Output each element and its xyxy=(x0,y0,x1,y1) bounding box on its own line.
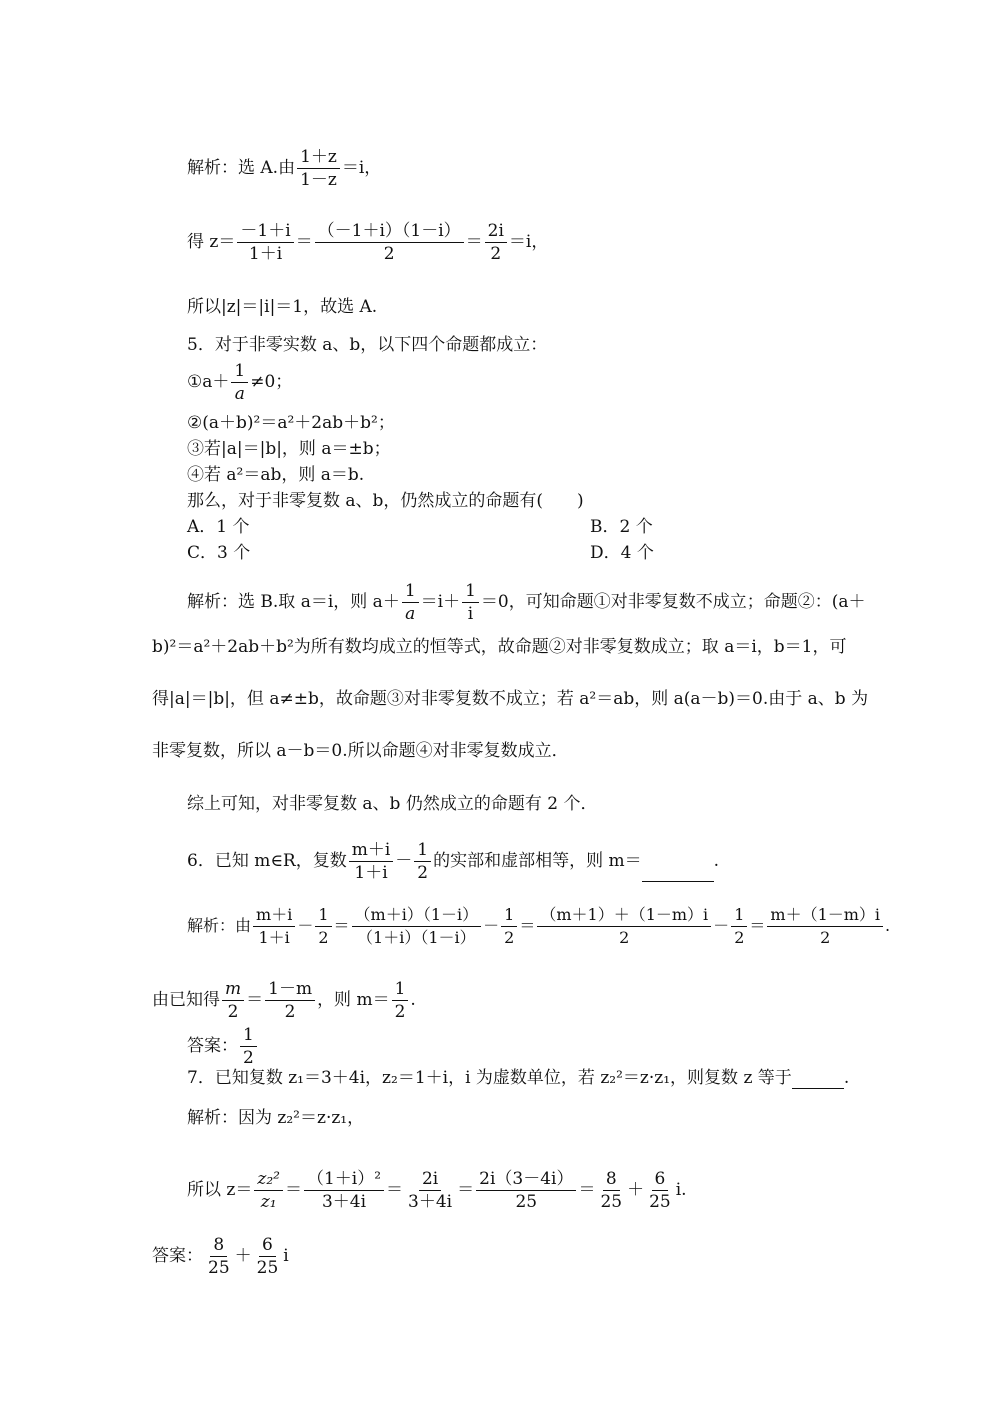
text: 的实部和虚部相等，则 m＝ xyxy=(433,851,642,871)
numerator: 1 xyxy=(414,841,431,862)
denominator: 2 xyxy=(318,928,329,947)
q5-option-d: D．4 个 xyxy=(590,543,654,563)
denominator: 2 xyxy=(820,928,831,947)
q5-prop-2: ②(a＋b)²＝a²＋2ab＋b²； xyxy=(187,413,395,433)
sol4-label: 解析：选 A.由 xyxy=(187,158,296,178)
fraction xyxy=(297,148,340,189)
denominator: z₁ xyxy=(260,1192,277,1212)
numerator: 1－m xyxy=(265,980,315,1001)
denominator: （1＋i）（1－i） xyxy=(357,928,476,947)
denominator: 2 xyxy=(504,928,515,947)
fraction xyxy=(222,980,244,1021)
q7-solution-line1: 解析：因为 z₂²＝z·z₁， xyxy=(187,1108,365,1128)
text: ＝ xyxy=(465,232,483,252)
answer-label: 答案： xyxy=(187,1036,238,1056)
numerator: 2i（3－4i） xyxy=(476,1170,576,1191)
denominator: 2 xyxy=(284,1002,296,1022)
answer-blank xyxy=(792,1072,844,1089)
text: 由已知得 xyxy=(152,990,220,1010)
numerator: 1 xyxy=(501,906,517,927)
text: ＝ xyxy=(519,916,536,935)
numerator: （m＋1）＋（1－m）i xyxy=(537,906,711,927)
numerator: －1＋i xyxy=(237,222,293,243)
fraction xyxy=(349,841,394,882)
text: 解析：由 xyxy=(187,916,252,935)
fraction xyxy=(205,1236,233,1277)
text: ≠0； xyxy=(250,372,293,392)
fraction xyxy=(237,222,293,263)
denominator: 2 xyxy=(394,1002,406,1022)
fraction xyxy=(240,1026,257,1067)
denominator: i xyxy=(467,604,474,624)
fraction xyxy=(476,1170,576,1211)
q5-option-c: C．3 个 xyxy=(187,543,251,563)
q5-solution-line3: 得|a|＝|b|，但 a≠±b，故命题③对非零复数不成立；若 a²＝ab，则 a(a－b)＝0.由于 a、b 为 xyxy=(152,689,869,709)
text: 所以 z＝ xyxy=(187,1180,253,1200)
text: . xyxy=(843,1068,850,1088)
text: . xyxy=(885,916,891,935)
sol4-line1 xyxy=(187,148,381,189)
q7-stem xyxy=(187,1067,849,1089)
q6-solution-line2 xyxy=(152,980,416,1021)
fraction xyxy=(537,906,711,947)
text: ＋ xyxy=(627,1180,645,1200)
text: ＝ xyxy=(333,916,350,935)
q5-option-b: B．2 个 xyxy=(590,517,653,537)
denominator: a xyxy=(405,604,416,624)
fraction xyxy=(767,906,883,947)
numerator: 6 xyxy=(652,1170,669,1191)
numerator: 1 xyxy=(462,582,479,603)
denominator: 2 xyxy=(619,928,630,947)
text: ＝i， xyxy=(341,158,382,178)
q5-solution-summary: 综上可知，对非零复数 a、b 仍然成立的命题有 2 个． xyxy=(187,794,598,814)
denominator: a xyxy=(234,384,245,404)
numerator: （－1＋i）（1－i） xyxy=(315,222,464,243)
text: － xyxy=(395,851,413,871)
numerator: 2i xyxy=(419,1170,441,1191)
q6-answer xyxy=(187,1026,259,1067)
fraction xyxy=(253,906,295,947)
q5-prop-1 xyxy=(187,362,292,403)
denominator: 25 xyxy=(208,1258,230,1278)
text: － xyxy=(297,916,314,935)
denominator: 2 xyxy=(383,244,395,264)
text: ＝ xyxy=(386,1180,404,1200)
text: 6．已知 m∈R，复数 xyxy=(187,851,347,871)
fraction xyxy=(315,906,331,947)
answer-label: 答案： xyxy=(152,1246,203,1266)
numerator: m xyxy=(222,980,244,1001)
q7-solution-line2 xyxy=(187,1170,687,1211)
text: i. xyxy=(675,1180,687,1200)
numerator: 1 xyxy=(392,980,409,1001)
text: ＝i， xyxy=(508,232,549,252)
text: ①a＋ xyxy=(187,372,230,392)
numerator: 1 xyxy=(231,362,248,383)
numerator: （1＋i）² xyxy=(304,1170,384,1191)
text: 7．已知复数 z₁＝3＋4i，z₂＝1＋i，i 为虚数单位，若 z₂²＝z·z₁，则复数 z 等于 xyxy=(187,1068,792,1088)
fraction xyxy=(485,222,507,263)
fraction xyxy=(254,1170,283,1211)
denominator: 2 xyxy=(734,928,745,947)
text: . xyxy=(410,990,416,1010)
denominator: 2 xyxy=(243,1048,254,1068)
q5-stem: 5．对于非零实数 a、b，以下四个命题都成立： xyxy=(187,335,548,355)
numerator: 8 xyxy=(210,1236,227,1257)
q6-stem xyxy=(187,841,719,882)
fraction xyxy=(402,582,419,623)
text: － xyxy=(483,916,500,935)
denominator: 3＋4i xyxy=(408,1192,453,1212)
fraction xyxy=(265,980,315,1021)
q5-prop-4: ④若 a²＝ab，则 a＝b. xyxy=(187,465,365,485)
q5-option-a: A．1 个 xyxy=(187,517,250,537)
fraction xyxy=(352,906,482,947)
denominator: 3＋4i xyxy=(321,1192,367,1212)
numerator: m＋i xyxy=(253,906,295,927)
text: ＋ xyxy=(234,1246,252,1266)
text: ＝ xyxy=(246,990,264,1010)
text: ，则 m＝ xyxy=(317,990,390,1010)
numerator: 6 xyxy=(259,1236,276,1257)
denominator: 25 xyxy=(256,1258,279,1278)
numerator: 2i xyxy=(485,222,507,243)
denominator: 2 xyxy=(490,244,502,264)
fraction xyxy=(231,362,248,403)
q5-prop-3: ③若|a|＝|b|，则 a＝±b； xyxy=(187,439,391,459)
text: － xyxy=(713,916,730,935)
q5-solution-line1 xyxy=(187,582,866,623)
sol4-line3: 所以|z|＝|i|＝1，故选 A. xyxy=(187,297,378,317)
q5-solution-line2: b)²＝a²＋2ab＋b²为所有数均成立的恒等式，故命题②对非零复数成立；取 a＝i，b＝1，可 xyxy=(152,637,847,657)
fraction xyxy=(414,841,431,882)
text: ＝ xyxy=(578,1180,596,1200)
fraction xyxy=(501,906,517,947)
fraction xyxy=(597,1170,625,1211)
fraction xyxy=(405,1170,455,1211)
denominator: 25 xyxy=(515,1192,538,1212)
q5-solution-line4: 非零复数，所以 a－b＝0.所以命题④对非零复数成立． xyxy=(152,741,569,761)
denominator: 2 xyxy=(417,863,429,883)
numerator: m＋（1－m）i xyxy=(767,906,883,927)
denominator: 1＋i xyxy=(248,244,283,264)
denominator: 1－z xyxy=(300,170,337,190)
denominator: 25 xyxy=(600,1192,623,1212)
fraction xyxy=(731,906,747,947)
denominator: 2 xyxy=(227,1002,239,1022)
text: i xyxy=(283,1246,289,1266)
text: ＝i＋ xyxy=(420,592,461,612)
fraction xyxy=(462,582,479,623)
numerator: m＋i xyxy=(349,841,394,862)
answer-blank xyxy=(642,865,714,882)
fraction xyxy=(304,1170,384,1211)
text: ＝ xyxy=(295,232,313,252)
numerator: 1 xyxy=(240,1026,257,1047)
text: 解析：选 B.取 a＝i，则 a＋ xyxy=(187,592,400,612)
text: ＝ xyxy=(457,1180,475,1200)
numerator: 1 xyxy=(731,906,747,927)
fraction xyxy=(315,222,464,263)
q5-question: 那么，对于非零复数 a、b，仍然成立的命题有( ) xyxy=(187,491,584,511)
sol4-line2 xyxy=(187,222,548,263)
numerator: 1 xyxy=(315,906,331,927)
numerator: 1 xyxy=(402,582,419,603)
text: ＝0，可知命题①对非零复数不成立；命题②：(a＋ xyxy=(480,592,866,612)
fraction xyxy=(646,1170,674,1211)
numerator: 1＋z xyxy=(297,148,340,169)
q6-solution-line1 xyxy=(187,906,890,947)
denominator: 1＋i xyxy=(354,863,388,883)
fraction xyxy=(254,1236,282,1277)
text: ＝ xyxy=(749,916,766,935)
numerator: （m＋i）（1－i） xyxy=(352,906,482,927)
numerator: 8 xyxy=(603,1170,620,1191)
q7-answer xyxy=(152,1236,289,1277)
text: ＝ xyxy=(284,1180,302,1200)
text: . xyxy=(713,851,720,871)
denominator: 1＋i xyxy=(258,928,290,947)
fraction xyxy=(392,980,409,1021)
denominator: 25 xyxy=(649,1192,671,1212)
numerator: z₂² xyxy=(254,1170,283,1191)
text: 得 z＝ xyxy=(187,232,236,252)
